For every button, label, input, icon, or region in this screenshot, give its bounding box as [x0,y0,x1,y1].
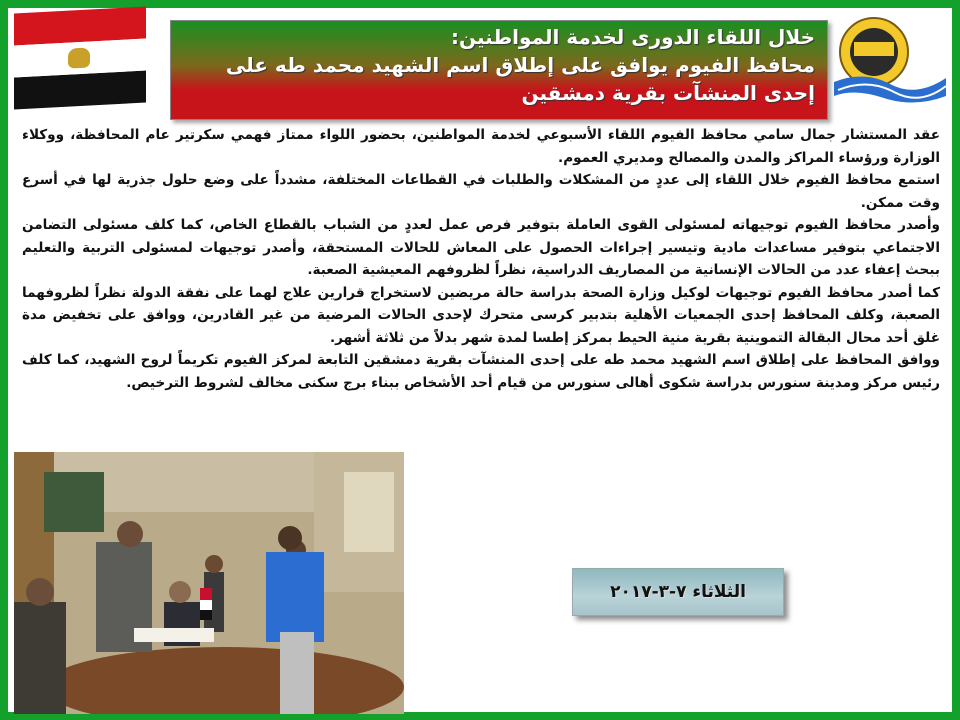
banner-subtitle: خلال اللقاء الدورى لخدمة المواطنين: [451,25,815,49]
article-body [22,124,940,394]
banner-title: محافظ الفيوم يوافق على إطلاق اسم الشهيد محمد طه على إحدى المنشآت بقرية دمشقين [225,53,815,105]
egypt-flag-icon [14,7,146,110]
article-paragraph: كما أصدر محافظ الفيوم توجيهات لوكيل وزارة الصحة بدراسة حالة مريضين لاستخراج قرارين علاج لهما على نفقة الدولة نظراً لظروفهما الصعبة، وكلف المحافظ إحدى الجمعيات الأهلية بتدبير كرسى متحرك لإحدى الحالات المرضية من غير القادرين، ووافق على تخفيض مدة غلق أحد محال البقالة التموينية بقرية منية الحيط بمركز إطسا لمدة شهر بدلاً من ثلاثة أشهر. [22,284,940,346]
article-paragraph: عقد المستشار جمال سامي محافظ الفيوم اللقاء الأسبوعي لخدمة المواطنين، بحضور اللواء ممتاز فهمي سكرتير عام المحافظة، ووكلاء الوزارة ورؤساء المراكز والمدن والمصالح ومديري العموم. [22,127,940,166]
date-label: الثلاثاء ٧-٣-٢٠١٧ [572,568,784,616]
article-paragraph: ووافق المحافظ على إطلاق اسم الشهيد محمد طه على إحدى المنشآت بقرية دمشقين التابعة لمركز الفيوم تكريماً لروح الشهيد، كما كلف رئيس مركز ومدينة سنورس بدراسة شكوى أهالى سنورس من قيام أحد الأشخاص ببناء برج سكنى مخالف لشروط الترخيص. [22,352,940,391]
meeting-photo [14,452,404,714]
headline-banner [170,20,828,120]
fayoum-governorate-logo [834,12,946,108]
article-paragraph: استمع محافظ الفيوم خلال اللقاء إلى عددٍ من المشكلات والطلبات في القطاعات المختلفة، مشدداً على وضع حلول جذرية لها في أسرع وقت ممكن. [22,172,940,211]
article-paragraph: وأصدر محافظ الفيوم توجيهاته لمسئولى القوى العاملة بتوفير فرص عمل لعددٍ من الشباب بالقطاع الخاص، كما كلف مسئولى التضامن الاجتماعي بتوفير مساعدات مادية وتيسير إجراءات الحصول على المعاش للحالات المستحقة، وأصدر توجيهات لمسئولى التربية والتعليم ببحث إعفاء عدد من الحالات الإنسانية من المصاريف الدراسية، نظراً لظروفهم المعيشية الصعبة. [22,217,940,278]
